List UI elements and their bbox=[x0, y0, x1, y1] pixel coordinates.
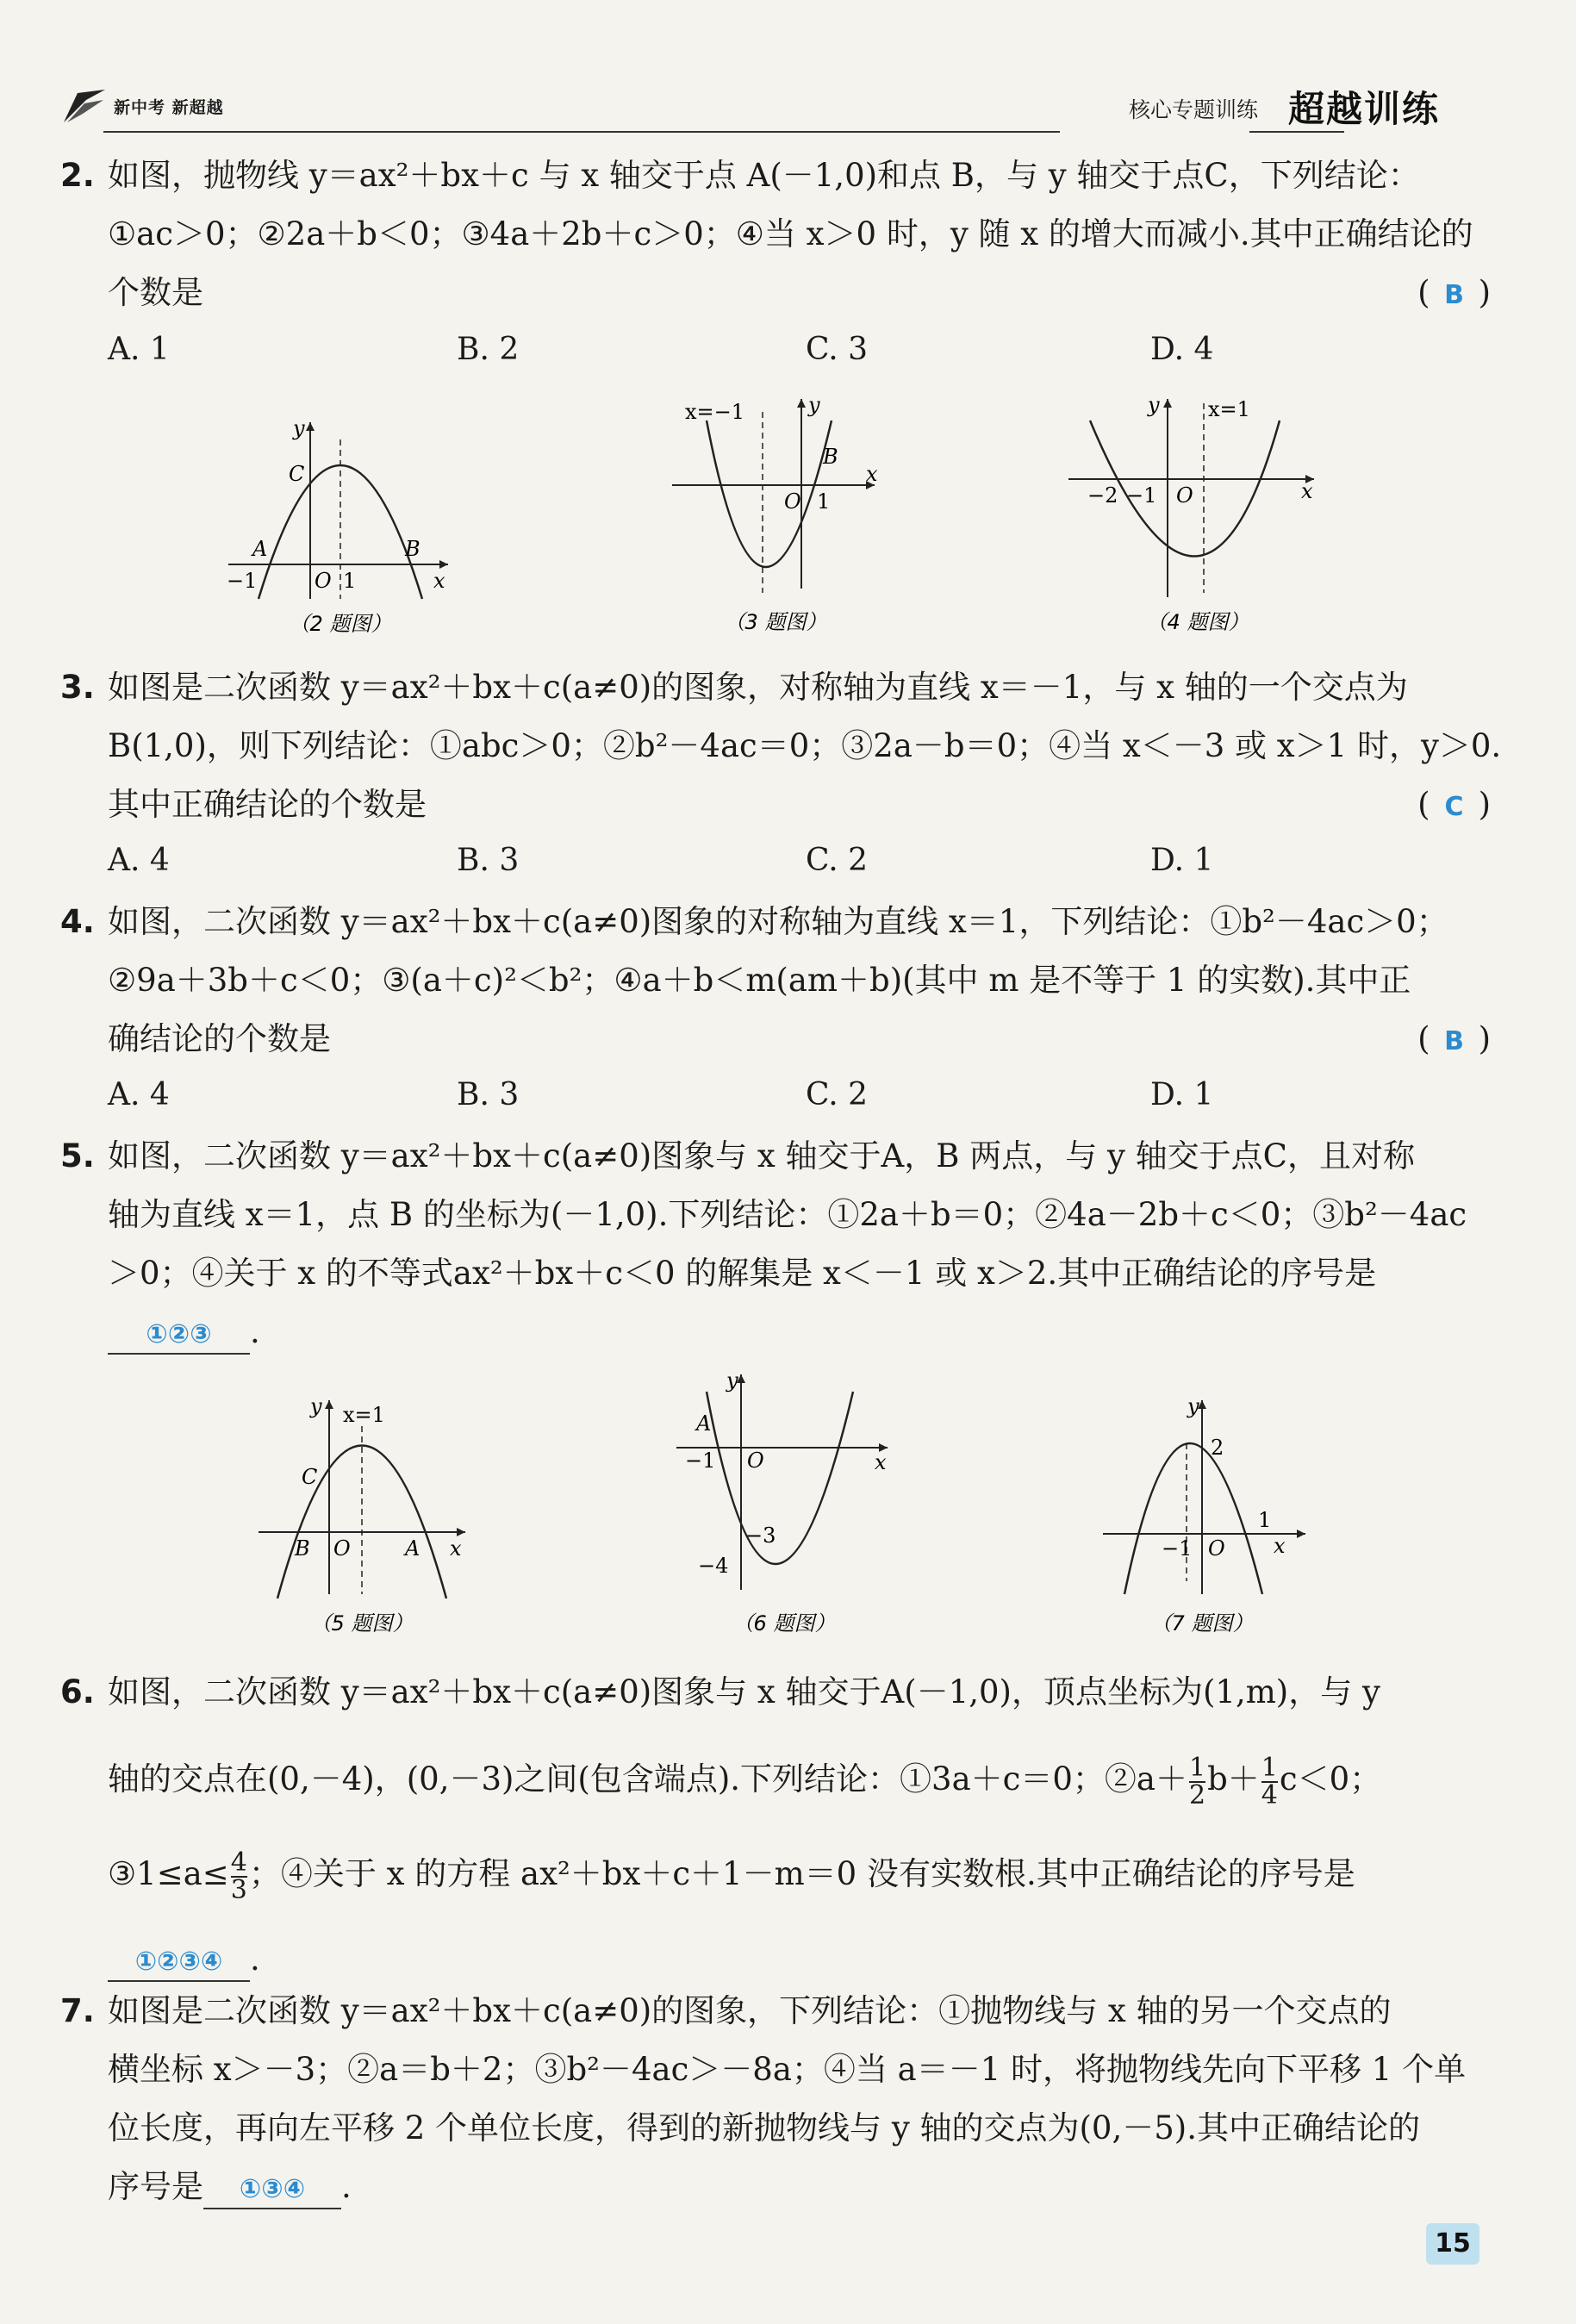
question-7: 7. 如图是二次函数 y＝ax²＋bx＋c(a≠0)的图象，下列结论：①抛物线与 x 轴的另一个交点的 横坐标 x＞－3；②a＝b＋2；③b²－4ac＞－8a；④当 a＝－1 时，将抛物线先向下平移 1 个单 位长度，再向左平移 2 个单位长度，得到的新抛物线与 y 轴的交点为(0,－5).其中正确结论的 序号是 ①③④ . bbox=[60, 1982, 1491, 2216]
x-axis-label: x bbox=[866, 462, 878, 486]
question-text: 如图，二次函数 y＝ax²＋bx＋c(a≠0)图象的对称轴为直线 x＝1，下列结论：①b²－4ac＞0； bbox=[108, 903, 1448, 940]
option-d: D. 4 bbox=[1150, 332, 1214, 367]
tick-neg1: −1 bbox=[685, 1449, 716, 1473]
page-number: 15 bbox=[1426, 2223, 1479, 2265]
header-divider bbox=[103, 131, 1060, 133]
axis-of-symmetry-label: x=−1 bbox=[685, 400, 745, 424]
point-b-label: B bbox=[823, 445, 838, 469]
question-text: 轴的交点在(0,－4)，(0,－3)之间(包含端点).下列结论：①3a＋c＝0；②a＋ bbox=[108, 1760, 1187, 1798]
answer-blank: ①②③ bbox=[108, 1317, 250, 1355]
question-text: ③1≤a≤ bbox=[108, 1855, 229, 1892]
question-text: 其中正确结论的个数是 bbox=[108, 786, 427, 823]
tick-neg1: −1 bbox=[227, 569, 258, 593]
point-a-label: A bbox=[405, 1536, 420, 1561]
question-number: 4. bbox=[60, 903, 95, 940]
figure-3 bbox=[663, 386, 888, 642]
option-d: D. 1 bbox=[1150, 1077, 1214, 1112]
answer: B bbox=[1444, 1026, 1464, 1056]
answer-bracket: ( C ) bbox=[1417, 776, 1491, 837]
tick-neg3: −3 bbox=[745, 1523, 776, 1548]
y-axis-label: y bbox=[293, 416, 305, 440]
question-number: 6. bbox=[60, 1673, 95, 1710]
section-title: 核心专题训练 bbox=[1129, 97, 1259, 122]
origin-label: O bbox=[784, 489, 801, 514]
axis-of-symmetry-label: x=1 bbox=[343, 1403, 385, 1427]
tick-1: 1 bbox=[1258, 1508, 1272, 1532]
page-header bbox=[60, 79, 1482, 140]
question-text: 确结论的个数是 bbox=[108, 1020, 331, 1057]
y-axis-label: y bbox=[726, 1368, 738, 1393]
answer: B bbox=[1444, 280, 1464, 310]
question-2 bbox=[60, 146, 1491, 322]
figure-caption: （6 题图） bbox=[732, 1611, 836, 1636]
figure-caption: （3 题图） bbox=[724, 610, 827, 634]
figure-caption: （4 题图） bbox=[1146, 610, 1249, 634]
answer-bracket: ( B ) bbox=[1417, 1010, 1491, 1071]
figure-caption: （7 题图） bbox=[1150, 1611, 1254, 1636]
figure-caption: （5 题图） bbox=[310, 1611, 414, 1636]
x-axis-label: x bbox=[1301, 479, 1313, 503]
point-b-label: B bbox=[295, 1536, 310, 1561]
question-text: ＞0；④关于 x 的不等式ax²＋bx＋c＜0 的解集是 x＜－1 或 x＞2.其中正确结论的序号是 bbox=[108, 1255, 1377, 1292]
tick-2: 2 bbox=[1211, 1436, 1224, 1460]
origin-label: O bbox=[1176, 483, 1193, 508]
tick-1: 1 bbox=[343, 569, 357, 593]
option-c: C. 2 bbox=[806, 843, 869, 878]
point-b-label: B bbox=[405, 537, 420, 561]
point-c-label: C bbox=[302, 1465, 318, 1489]
brand-title: 超越训练 bbox=[1288, 88, 1441, 130]
answer-blank: ①③④ bbox=[203, 2171, 341, 2209]
question-number: 7. bbox=[60, 1992, 95, 2029]
answer: C bbox=[1444, 792, 1464, 822]
question-text: c＜0； bbox=[1279, 1760, 1382, 1798]
figure-6 bbox=[668, 1366, 909, 1646]
question-text: 轴为直线 x＝1，点 B 的坐标为(－1,0).下列结论：①2a＋b＝0；②4a－2b＋c＜0；③b²－4ac bbox=[108, 1196, 1467, 1233]
tick-neg2: −2 bbox=[1087, 483, 1118, 508]
origin-label: O bbox=[333, 1536, 351, 1561]
question-text: 如图，二次函数 y＝ax²＋bx＋c(a≠0)图象与 x 轴交于A(－1,0)，顶点坐标为(1,m)，与 y bbox=[108, 1673, 1380, 1710]
figure-caption: （2 题图） bbox=[289, 612, 392, 636]
figure-7 bbox=[1094, 1387, 1327, 1646]
question-text: 如图，抛物线 y＝ax²＋bx＋c 与 x 轴交于点 A(－1,0)和点 B，与 y 轴交于点C，下列结论： bbox=[108, 157, 1420, 194]
question-3 bbox=[60, 658, 1502, 834]
question-text: ；④关于 x 的方程 ax²＋bx＋c＋1－m＝0 没有实数根.其中正确结论的序号是 bbox=[248, 1855, 1355, 1892]
fraction-one-half: $\frac{1}{2}$ bbox=[1188, 1752, 1206, 1810]
origin-label: O bbox=[747, 1449, 764, 1473]
option-a: A. 1 bbox=[108, 332, 170, 367]
axis-of-symmetry-label: x=1 bbox=[1208, 397, 1250, 421]
answer-blank: ①②③④ bbox=[108, 1944, 250, 1982]
question-text: ①ac＞0；②2a＋b＜0；③4a＋2b＋c＞0；④当 x＞0 时，y 随 x 的增大而减小.其中正确结论的 bbox=[108, 215, 1473, 252]
origin-label: O bbox=[1208, 1536, 1225, 1561]
option-b: B. 3 bbox=[457, 843, 520, 878]
x-axis-label: x bbox=[433, 569, 445, 593]
point-a-label: A bbox=[252, 537, 268, 561]
question-number: 2. bbox=[60, 157, 95, 194]
y-axis-label: y bbox=[1148, 393, 1160, 417]
series-name: 新中考 新超越 bbox=[114, 98, 224, 117]
option-a: A. 4 bbox=[108, 843, 170, 878]
question-4 bbox=[60, 893, 1491, 1069]
x-axis-label: x bbox=[875, 1450, 887, 1474]
option-b: B. 3 bbox=[457, 1077, 520, 1112]
figure-4 bbox=[1068, 386, 1327, 642]
option-c: C. 3 bbox=[806, 332, 869, 367]
option-b: B. 2 bbox=[457, 332, 520, 367]
point-c-label: C bbox=[289, 462, 305, 486]
y-axis-label: y bbox=[808, 393, 820, 417]
fraction-four-thirds: $\frac{4}{3}$ bbox=[230, 1847, 247, 1905]
tick-1: 1 bbox=[817, 489, 831, 514]
point-a-label: A bbox=[696, 1411, 712, 1436]
tick-neg1: −1 bbox=[1162, 1536, 1193, 1561]
question-text: 如图是二次函数 y＝ax²＋bx＋c(a≠0)的图象，下列结论：①抛物线与 x 轴的另一个交点的 bbox=[108, 1992, 1392, 2029]
question-text: 个数是 bbox=[108, 274, 203, 311]
tick-neg1: −1 bbox=[1126, 483, 1157, 508]
y-axis-label: y bbox=[1187, 1394, 1199, 1418]
question-number: 3. bbox=[60, 669, 95, 706]
x-axis-label: x bbox=[1274, 1534, 1286, 1558]
question-text: 位长度，再向左平移 2 个单位长度，得到的新抛物线与 y 轴的交点为(0,－5).其中正确结论的 bbox=[108, 2109, 1420, 2146]
question-text: B(1,0)，则下列结论：①abc＞0；②b²－4ac＝0；③2a－b＝0；④当 x＜－3 或 x＞1 时，y＞0. bbox=[108, 727, 1502, 764]
question-text: 如图，二次函数 y＝ax²＋bx＋c(a≠0)图象与 x 轴交于A，B 两点，与 y 轴交于点C，且对称 bbox=[108, 1137, 1415, 1174]
fraction-one-quarter: $\frac{1}{4}$ bbox=[1261, 1752, 1278, 1810]
question-number: 5. bbox=[60, 1137, 95, 1174]
question-6: 6. 如图，二次函数 y＝ax²＋bx＋c(a≠0)图象与 x 轴交于A(－1,0)，顶点坐标为(1,m)，与 y 轴的交点在(0,－4)，(0,－3)之间(包含端点).下列结论：①3a＋c＝0；②a＋ $\frac{1}{2}$ b＋ $\frac{1}{4}$ c＜0； ③1≤a≤ $\frac{4}{3}$ ；④关于 x 的方程 ax²＋bx＋c＋1－m＝0 没有实数根.其中正确结论的序号是 ①②③④ . bbox=[60, 1663, 1491, 1989]
book-logo-icon bbox=[60, 88, 109, 126]
option-a: A. 4 bbox=[108, 1077, 170, 1112]
question-text: b＋ bbox=[1207, 1760, 1260, 1798]
question-text: 如图是二次函数 y＝ax²＋bx＋c(a≠0)的图象，对称轴为直线 x＝－1，与 x 轴的一个交点为 bbox=[108, 669, 1408, 706]
option-c: C. 2 bbox=[806, 1077, 869, 1112]
figure-2 bbox=[220, 405, 470, 642]
question-text: 序号是 bbox=[108, 2168, 203, 2205]
tick-neg4: −4 bbox=[698, 1554, 729, 1578]
question-5: 5. 如图，二次函数 y＝ax²＋bx＋c(a≠0)图象与 x 轴交于A，B 两点，与 y 轴交于点C，且对称 轴为直线 x＝1，点 B 的坐标为(－1,0).下列结论：①2a＋b＝0；②4a－2b＋c＜0；③b²－4ac ＞0；④关于 x 的不等式ax²＋bx＋c＜0 的解集是 x＜－1 或 x＞2.其中正确结论的序号是 ①②③ . bbox=[60, 1127, 1491, 1361]
origin-label: O bbox=[315, 569, 332, 593]
x-axis-label: x bbox=[450, 1536, 462, 1561]
question-text: 横坐标 x＞－3；②a＝b＋2；③b²－4ac＞－8a；④当 a＝－1 时，将抛物线先向下平移 1 个单 bbox=[108, 2051, 1467, 2088]
y-axis-label: y bbox=[310, 1394, 322, 1418]
question-text: ②9a＋3b＋c＜0；③(a＋c)²＜b²；④a＋b＜m(am＋b)(其中 m 是不等于 1 的实数).其中正 bbox=[108, 962, 1411, 999]
option-d: D. 1 bbox=[1150, 843, 1214, 878]
figure-5 bbox=[250, 1387, 483, 1646]
answer-bracket: ( B ) bbox=[1417, 264, 1491, 325]
